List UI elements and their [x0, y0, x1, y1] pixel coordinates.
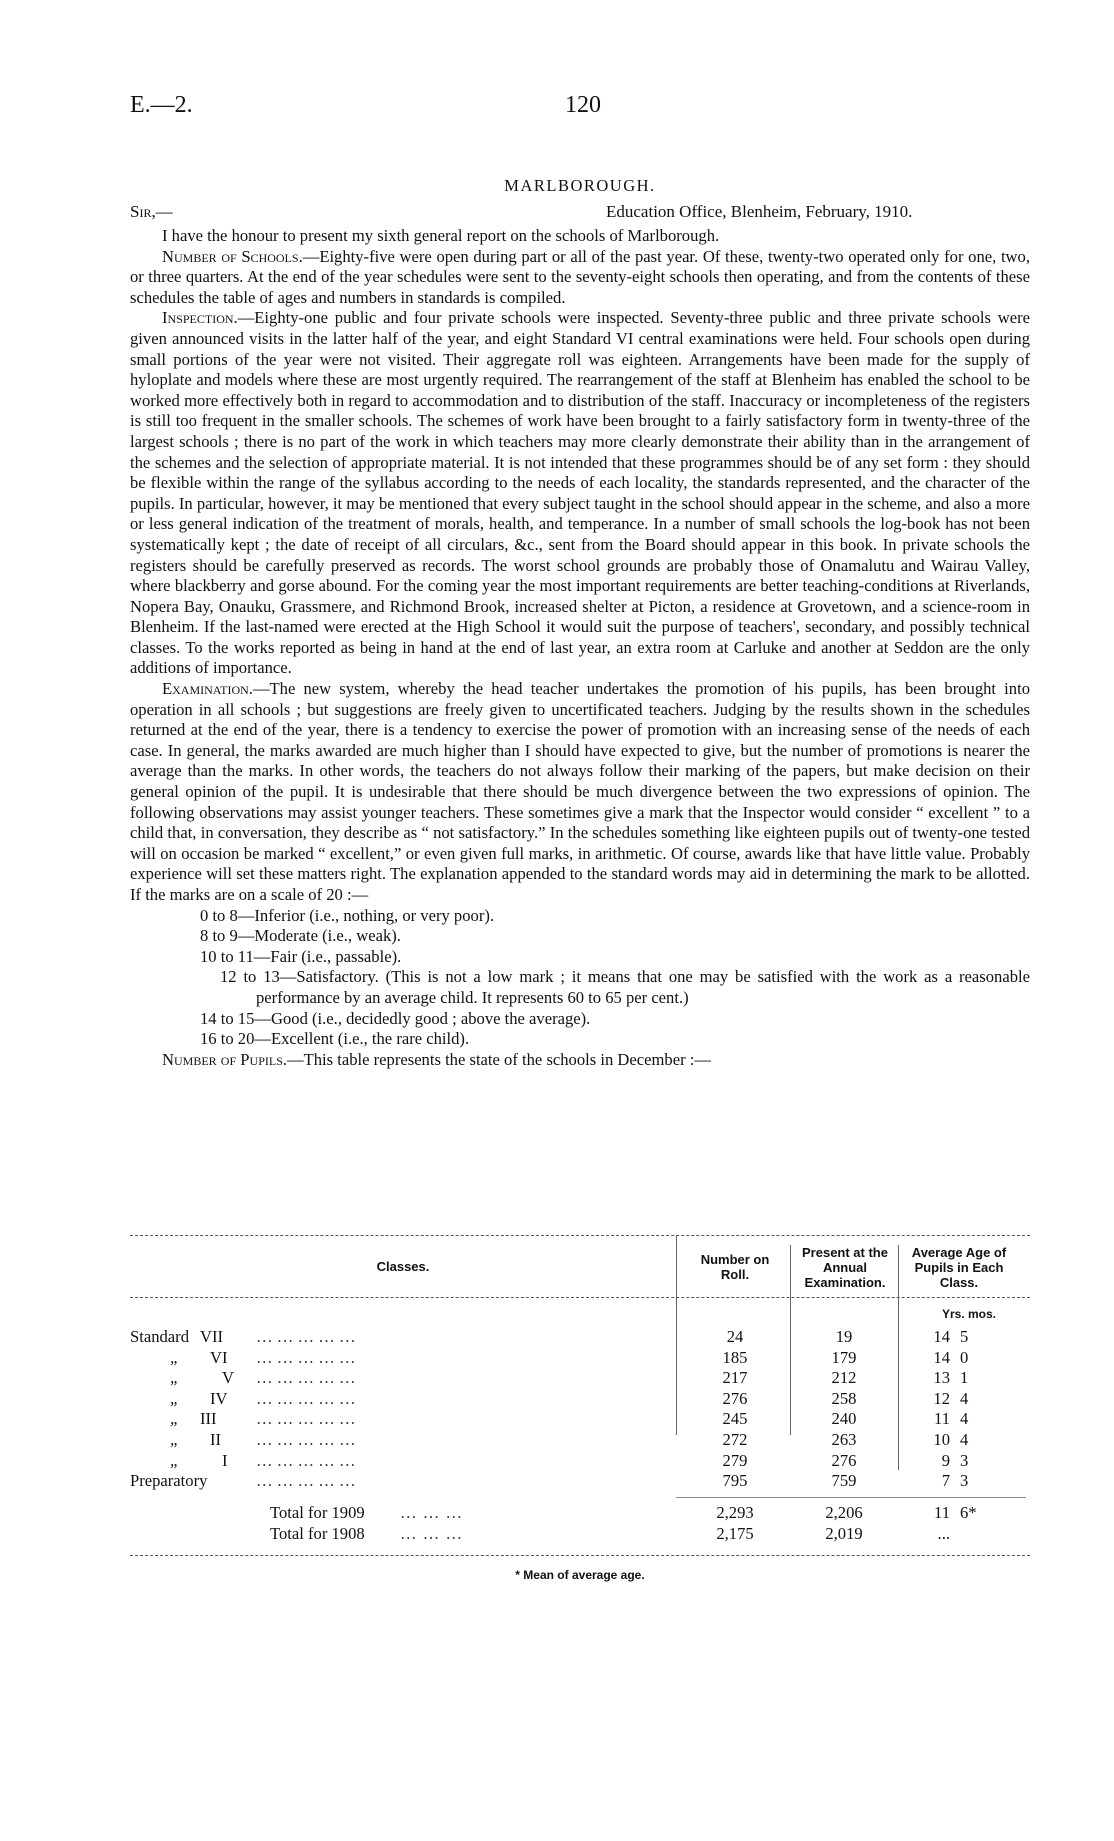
present-value: 263: [831, 1430, 857, 1449]
salutation-line: [130, 202, 1030, 226]
salutation: Sir,—: [130, 202, 173, 221]
class-name: I: [222, 1450, 228, 1470]
class-name: IV: [210, 1388, 228, 1408]
leader-dots: … … … … …: [256, 1409, 356, 1429]
totals-rule: [676, 1497, 1026, 1498]
class-prefix: Standard: [130, 1327, 189, 1346]
intro-paragraph: I have the honour to present my sixth general report on the schools of Marlborough.: [162, 226, 720, 245]
roll-value: 2,293: [716, 1503, 754, 1522]
class-prefix: „: [170, 1430, 180, 1449]
age-years: 11: [934, 1503, 950, 1522]
roll-value: 279: [722, 1450, 748, 1470]
section-number-of-pupils: [130, 1050, 1030, 1071]
table-bottom-rule: [130, 1555, 1030, 1556]
table-row: [130, 1409, 1030, 1430]
age-years: 12: [933, 1388, 950, 1408]
section-lead: Number of Pupils.: [162, 1049, 288, 1069]
class-name: II: [210, 1430, 222, 1449]
scale-item: 14 to 15—Good (i.e., decidedly good ; above the average).: [200, 1008, 591, 1028]
age-years: ...: [937, 1523, 950, 1543]
section-text: —The new system, whereby the head teacher undertakes the promotion of his pupils, has been brought into operation in all schools ; but suggestions are freely given to uncertificated teachers. Judging by the results shown in the schedules returned at the end of the year, there is a tendency to exercise the power of promotion with an increasing sense of the needs of each case. In general, the marks awarded are much higher than I should have expected to give, but the number of promotions is nearer the average than the marks. In other words, the teachers do not always follow their marking of the papers, but make decision on their general opinion of the pupil. It is undesirable that there should be much divergence between the two expressions of opinion. The following observations may assist younger teachers. These sometimes give a mark that the Inspector would consider “ excellent ” to a child that, in conversation, they describe as “ not satisfactory.” In the schedules something like eighteen pupils out of twenty-one tested will on occasion be marked “ excellent,” or even given full marks, in arithmetic. Of course, awards like that have little value. Probably experience will set these matters right. The explanation appended to the standard words may aid in determining the mark to be allotted. If the marks are on a scale of 20 :—: [130, 679, 1030, 904]
roll-value: 272: [722, 1430, 748, 1449]
age-months: 4: [960, 1409, 969, 1429]
section-lead: Inspection.: [162, 308, 238, 328]
class-prefix: Preparatory: [130, 1471, 208, 1491]
section-lead: Examination.: [162, 679, 253, 699]
table-row: [130, 1368, 1030, 1389]
roll-value: 185: [722, 1347, 748, 1367]
table-row: [130, 1430, 1030, 1451]
header-number-on-roll: Number on Roll.: [700, 1252, 770, 1282]
header-classes: Classes.: [376, 1259, 430, 1274]
age-years: 14: [933, 1327, 950, 1346]
class-name: VII: [200, 1327, 224, 1346]
present-value: 19: [835, 1327, 853, 1346]
class-name: V: [222, 1368, 234, 1388]
totals-label: Total for 1908: [270, 1523, 365, 1543]
roll-value: 276: [722, 1388, 748, 1408]
age-months: 4: [960, 1388, 969, 1408]
section-lead: Number of Schools.: [162, 246, 303, 266]
age-units: Yrs. mos.: [941, 1307, 997, 1321]
leader-dots: … … … … …: [256, 1388, 356, 1408]
leader-dots: … … … … …: [256, 1327, 356, 1346]
leader-dots: … … …: [400, 1503, 464, 1522]
roll-value: 217: [722, 1368, 748, 1388]
scale-item: 8 to 9—Moderate (i.e., weak).: [200, 926, 401, 946]
table-row: [130, 1327, 1030, 1348]
present-value: 240: [831, 1409, 857, 1429]
present-value: 212: [831, 1368, 857, 1388]
document-code: E.—2.: [130, 92, 193, 118]
scale-item: 16 to 20—Excellent (i.e., the rare child).: [200, 1029, 470, 1049]
marking-scale: [130, 906, 1030, 1050]
header-average-age: Average Age of Pupils in Each Class.: [911, 1245, 1007, 1290]
class-prefix: „: [170, 1368, 180, 1388]
section-text: —Eighty-one public and four private schools were inspected. Seventy-three public and three private schools were given announced visits in the latter half of the year, and eight Standard VI central examinations were held. Four schools open during small portions of the year were not visited. Their aggregate roll was eighteen. Arrangements have been made for the supply of hyloplate and models where these are most urgently required. The rearrangement of the staff at Blenheim has enabled the school to be worked more effectively both in regard to accommodation and to distribution of the staff. Inaccuracy or incompleteness of the registers is still too frequent in the smaller schools. The schemes of work have been brought to a fairly satisfactory form in twenty-three of the largest schools ; there is no part of the work in which teachers may more clearly demonstrate their ability than in the arrangement of the schemes and the selection of appropriate material. It is not intended that these programmes should be of any set form : they should be flexible within the range of the syllabus according to the needs of each locality, the standards represented, and the character of the pupils. In particular, however, it may be mentioned that every subject taught in the school should appear in the scheme, and also a more or less general indication of the treatment of morals, health, and temperance. In a number of small schools the log-book has not been systematically kept ; the date of receipt of all circulars, &c., sent from the Board should appear in this book. In private schools the registers should be carefully preserved as records. The worst school grounds are probably those of Onamalutu and Wairau Valley, where blackberry and gorse abound. For the coming year the most important requirements are better teaching-conditions at Riverlands, Nopera Bay, Onauku, Grassmere, and Richmond Brook, increased shelter at Picton, a residence at Grovetown, and a science-room in Blenheim. If the last-named were erected at the High School it would suit the purpose of teachers', secondary, and possibly technical classes. To the works reported as being in hand at the end of last year, an extra room at Carluke and another at Seddon are the only additions of importance.: [130, 308, 1030, 678]
present-value: 2,019: [825, 1523, 863, 1543]
section-number-of-schools: [130, 247, 1030, 309]
age-years: 10: [933, 1430, 950, 1449]
age-years: 13: [933, 1368, 950, 1388]
report-page: [130, 92, 1030, 1070]
age-months: 3: [960, 1450, 969, 1470]
age-years: 9: [941, 1450, 950, 1470]
age-years: 11: [934, 1409, 950, 1429]
totals-row: [130, 1524, 1030, 1545]
report-heading: MARLBOROUGH.: [504, 176, 656, 195]
leader-dots: … … … … …: [256, 1450, 356, 1470]
roll-value: 24: [726, 1327, 744, 1346]
class-prefix: „: [170, 1409, 180, 1429]
age-years: 7: [941, 1471, 950, 1491]
leader-dots: … … … … …: [256, 1430, 356, 1449]
present-value: 179: [831, 1347, 857, 1367]
table-footnote: * Mean of average age.: [515, 1568, 645, 1582]
section-text: —Eighty-five were open during part or all of the past year. Of these, twenty-two operated only for one, two, or three quarters. At the end of the year schedules were sent to the seventy-eight schools then operating, and from the contents of these schedules the table of ages and numbers in standards is compiled.: [130, 246, 1030, 307]
scale-item: 12 to 13—Satisfactory. (This is not a low mark ; it means that one may be satisfied with the work as a reasonable performance by an average child. It represents 60 to 65 per cent.): [220, 967, 1030, 1007]
page-number: 120: [565, 92, 601, 118]
section-examination: [130, 679, 1030, 906]
dateline: Education Office, Blenheim, February, 1910.: [606, 202, 913, 221]
class-prefix: „: [170, 1388, 180, 1408]
class-prefix: „: [170, 1347, 180, 1367]
age-months: 1: [960, 1368, 969, 1388]
section-text: —This table represents the state of the schools in December :—: [287, 1049, 711, 1069]
age-months: 3: [960, 1471, 969, 1491]
roll-value: 795: [722, 1471, 748, 1491]
present-value: 258: [831, 1388, 857, 1408]
section-inspection: [130, 308, 1030, 679]
leader-dots: … … … … …: [256, 1347, 356, 1367]
age-months: 6*: [960, 1503, 977, 1522]
leader-dots: … … … … …: [256, 1368, 356, 1388]
present-value: 2,206: [825, 1503, 863, 1522]
age-years: 14: [933, 1347, 950, 1367]
age-months: 0: [960, 1347, 969, 1367]
scale-item: 10 to 11—Fair (i.e., passable).: [200, 946, 402, 966]
roll-value: 245: [722, 1409, 748, 1429]
age-months: 4: [960, 1430, 969, 1449]
totals-label: Total for 1909: [270, 1503, 365, 1522]
header-rule: [130, 1297, 1030, 1298]
page-header: [130, 92, 1030, 136]
leader-dots: … … … … …: [256, 1471, 356, 1491]
table-row: [130, 1389, 1030, 1410]
class-prefix: „: [170, 1450, 180, 1470]
age-months: 5: [960, 1327, 969, 1346]
table-row: [130, 1451, 1030, 1472]
table-row: [130, 1471, 1030, 1492]
present-value: 759: [831, 1471, 857, 1491]
class-name: VI: [210, 1347, 228, 1367]
leader-dots: … … …: [400, 1523, 464, 1543]
class-name: III: [200, 1409, 217, 1429]
totals-row: [130, 1503, 1030, 1524]
scale-item: 0 to 8—Inferior (i.e., nothing, or very poor).: [200, 905, 495, 925]
header-present: Present at the Annual Examination.: [802, 1245, 888, 1290]
table-top-rule: [130, 1235, 1030, 1236]
table-row: [130, 1348, 1030, 1369]
roll-value: 2,175: [716, 1523, 754, 1543]
present-value: 276: [831, 1450, 857, 1470]
